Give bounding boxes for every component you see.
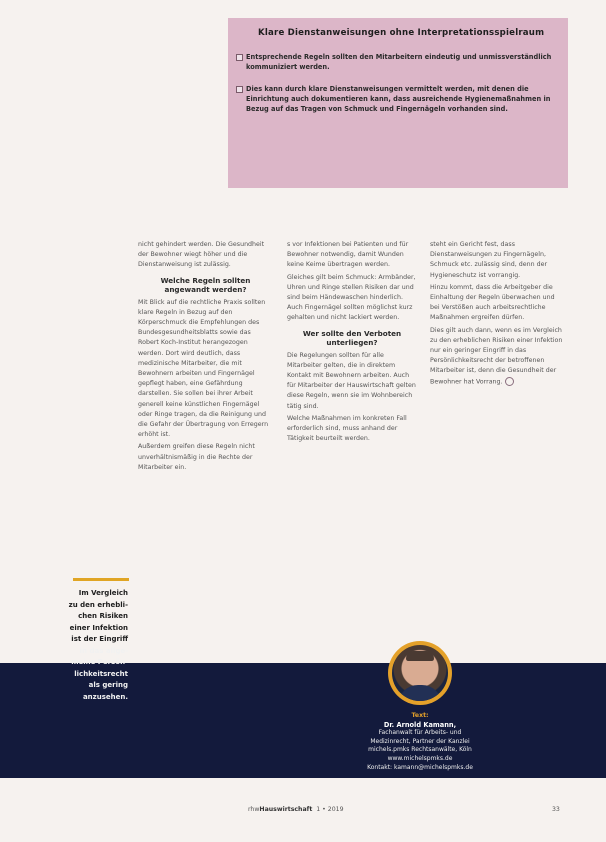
end-of-article-icon	[505, 377, 514, 386]
paragraph-text: Dies gilt auch dann, wenn es im Vergleich zu den erheblichen Risiken einer Infektion nur ein geringer Eingriff in das Persönlichkeitsrecht der betroffenen Mitarbeiter ist, denn die Gesundheit der Bewohner hat Vorrang.	[430, 326, 563, 386]
pull-quote-line: einer Infektion	[69, 623, 128, 632]
paragraph: steht ein Gericht fest, dass Dienstanweisungen zu Fingernägeln, Schmuck etc. zulässig sind, denn der Hygieneschutz ist vorrangig.	[430, 241, 548, 279]
info-box-item: Dies kann durch klare Dienstanweisungen vermittelt werden, mit denen die Einrichtung auch dokumentieren kann, dass ausreichende Hygienemaßnahmen in Bezug auf das Tragen von Schmuck und Fingernägeln vorhanden sind.	[236, 84, 558, 114]
paragraph: Mit Blick auf die rechtliche Praxis sollten klare Regeln in Bezug auf den Körperschmuck die Empfehlungen des Bundesgesundheitsblatts sowie das Robert Koch-Institut herangezogen werden. Dort wird deutlich, dass medizinische Mitarbeiter, die mit Bewohnern arbeiten und Fingernägel gepflegt haben, eine Gefährdung darstellen. Sie sollen bei ihrer Arbeit generell keine künstlichen Fingernägel oder Ringe tragen, da die Reinigung und die Gefahr der Übertragung von Erregern erhöht ist.	[138, 298, 269, 439]
paragraph: s vor Infektionen bei Patienten und für Bewohner notwendig, damit Wunden keine Keime übertragen werden.	[287, 241, 409, 269]
author-photo	[392, 645, 448, 701]
quote-accent-bar	[73, 578, 129, 581]
pull-quote-line: chen Risiken	[78, 612, 128, 620]
pull-quote-line: anzusehen.	[82, 692, 128, 701]
pull-quote-line: als gering	[88, 681, 128, 689]
text-column-2	[287, 240, 417, 446]
magazine-name: Hauswirtschaft	[259, 806, 313, 813]
pull-quote-line: lichkeitsrecht	[74, 669, 128, 678]
pull-quote	[60, 588, 128, 703]
pull-quote-line: zu den erhebli-	[68, 600, 128, 609]
paragraph	[430, 326, 566, 388]
author-contact[interactable]: Kontakt: kamann@michelspmks.de	[367, 763, 473, 771]
paragraph: nicht gehindert werden. Die Gesundheit der Bewohner wiegt höher und die Dienstanweisung ist zulässig.	[138, 241, 265, 269]
paragraph: Die Regelungen sollten für alle Mitarbeiter gelten, die in direktem Kontakt mit Bewohnern arbeiten. Auch für Mitarbeiter der Hauswirtschaft gelten diese Regeln, wenn sie im Wohnbereich tätig sind.	[287, 351, 416, 410]
paragraph: Gleiches gilt beim Schmuck: Armbänder, Uhren und Ringe stellen Risiken dar und sind beim Händewaschen hinderlich. Auch Fingernägel sollten möglichst kurz gehalten und nicht lackiert werden.	[287, 273, 416, 322]
magazine-prefix: rhw	[248, 806, 260, 813]
section-heading: Wer sollte den Verboten unterliegen?	[302, 328, 402, 347]
section-heading: Welche Regeln sollten angewandt werden?	[160, 275, 251, 294]
author-label: Text:	[411, 712, 429, 719]
paragraph: Hinzu kommt, dass die Arbeitgeber die Einhaltung der Regeln überwachen und bei Verstößen auch arbeitsrechtliche Maßnahmen ergreifen dürfen.	[430, 283, 555, 322]
author-website[interactable]: www.michelspmks.de	[387, 754, 453, 762]
pull-quote-line: Im Vergleich	[78, 589, 128, 597]
pull-quote-line: meine Persön-	[71, 658, 128, 666]
author-line: Fachanwalt für Arbeits- und	[378, 729, 462, 737]
page-number: 33	[552, 806, 560, 813]
paragraph: Welche Maßnahmen im konkreten Fall erforderlich sind, muss anhand der Tätigkeit beurteilt werden.	[287, 414, 407, 443]
text-column-1	[138, 240, 273, 475]
pull-quote-line: in das allge-	[79, 646, 128, 655]
author-line: michels.pmks Rechtsanwälte, Köln	[368, 746, 472, 754]
paragraph: Außerdem greifen diese Regeln nicht unverhältnismäßig in die Rechte der Mitarbeiter ein.	[138, 443, 255, 471]
info-box-title: Klare Dienstanweisungen ohne Interpretationsspielraum	[258, 28, 545, 38]
author-photo-hair	[406, 651, 434, 661]
author-credit	[340, 712, 500, 772]
info-box-list	[236, 52, 558, 126]
author-name: Dr. Arnold Kamann,	[383, 720, 457, 729]
info-box-item: Entsprechende Regeln sollten den Mitarbeitern eindeutig und unmissverständlich kommuniziert werden.	[236, 52, 558, 72]
author-line: Medizinrecht, Partner der Kanzlei	[370, 737, 470, 745]
issue-number: 1 • 2019	[316, 806, 344, 813]
footer-magazine	[248, 806, 344, 813]
text-column-3	[430, 240, 566, 389]
author-photo-shirt	[398, 685, 442, 701]
pull-quote-line: ist der Eingriff	[71, 635, 128, 643]
